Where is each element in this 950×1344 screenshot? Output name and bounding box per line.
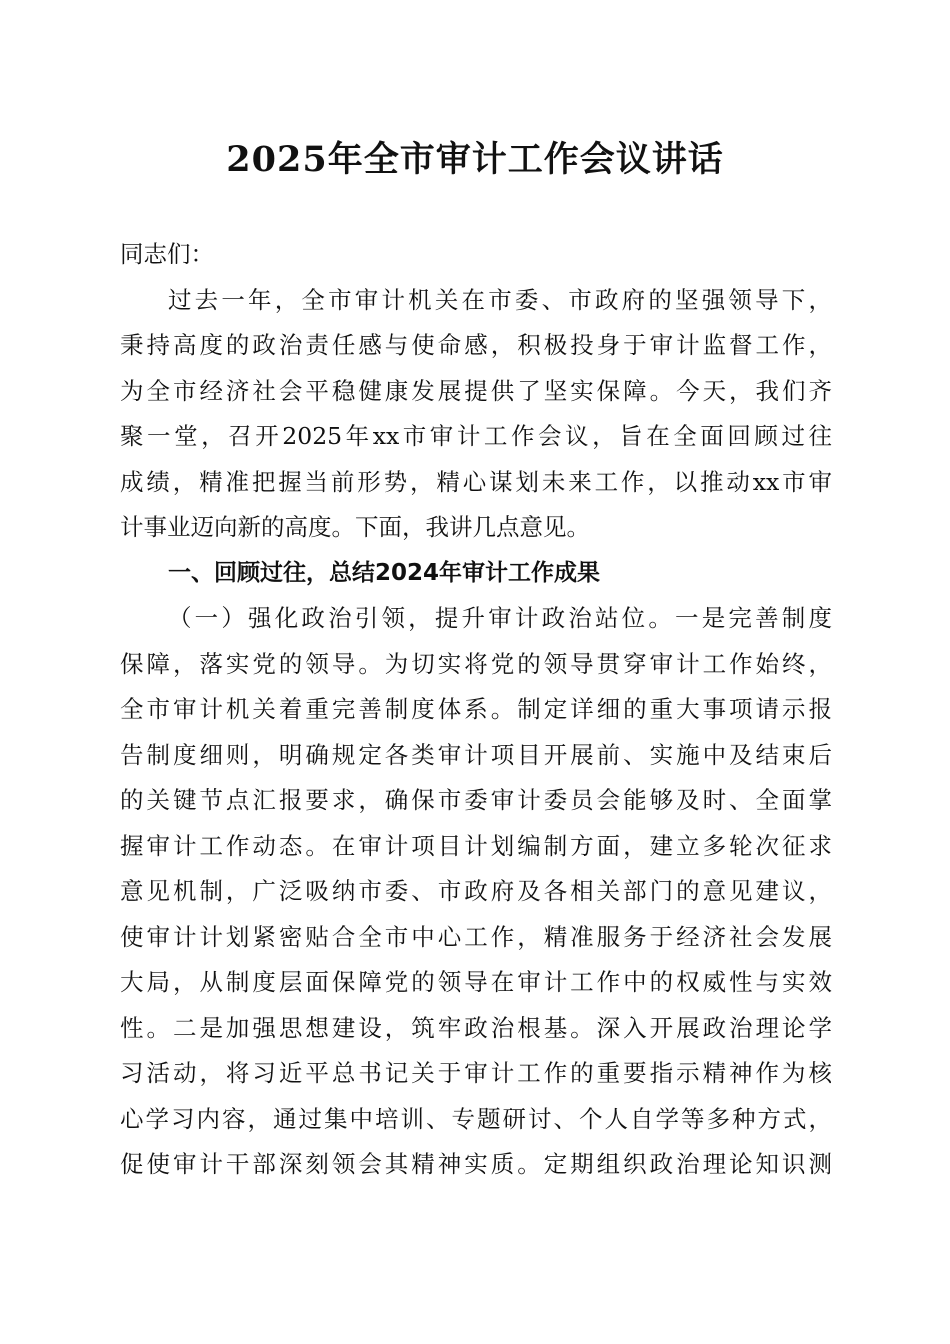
paragraph-line: 意见机制，广泛吸纳市委、市政府及各相关部门的意见建议，: [120, 877, 832, 905]
paragraph-line: 成绩，精准把握当前形势，精心谋划未来工作，以推动xx市审: [120, 467, 832, 496]
paragraph-line: 全市审计机关着重完善制度体系。制定详细的重大事项请示报: [120, 695, 832, 723]
paragraph-line: 告制度细则，明确规定各类审计项目开展前、实施中及结束后: [120, 740, 832, 769]
paragraph-line: 习活动，将习近平总书记关于审计工作的重要指示精神作为核: [120, 1059, 832, 1087]
section-heading: 一、回顾过往，总结2024年审计工作成果: [168, 559, 601, 586]
paragraph-line: 心学习内容，通过集中培训、专题研讨、个人自学等多种方式，: [120, 1104, 832, 1133]
paragraph-line: 促使审计干部深刻领会其精神实质。定期组织政治理论知识测: [120, 1150, 832, 1178]
paragraph-line: 计事业迈向新的高度。下面，我讲几点意见。: [120, 513, 590, 541]
paragraph-line: 使审计计划紧密贴合全市中心工作，精准服务于经济社会发展: [120, 922, 832, 951]
salutation: 同志们：: [120, 240, 214, 268]
paragraph-line: 过去一年，全市审计机关在市委、市政府的坚强领导下，: [168, 285, 832, 314]
document-title: 2025年全市审计工作会议讲话: [226, 139, 724, 180]
paragraph-line: 大局，从制度层面保障党的领导在审计工作中的权威性与实效: [120, 968, 832, 996]
paragraph-line: （一）强化政治引领，提升审计政治站位。一是完善制度: [168, 604, 832, 632]
paragraph-line: 为全市经济社会平稳健康发展提供了坚实保障。今天，我们齐: [120, 376, 832, 405]
paragraph-line: 秉持高度的政治责任感与使命感，积极投身于审计监督工作，: [120, 331, 832, 359]
paragraph-line: 性。二是加强思想建设，筑牢政治根基。深入开展政治理论学: [120, 1013, 832, 1042]
paragraph-line: 聚一堂，召开2025年xx市审计工作会议，旨在全面回顾过往: [120, 422, 832, 450]
paragraph-line: 保障，落实党的领导。为切实将党的领导贯穿审计工作始终，: [120, 649, 832, 678]
paragraph-line: 握审计工作动态。在审计项目计划编制方面，建立多轮次征求: [120, 831, 832, 860]
paragraph-line: 的关键节点汇报要求，确保市委审计委员会能够及时、全面掌: [120, 786, 832, 814]
document-body: [120, 232, 832, 1188]
